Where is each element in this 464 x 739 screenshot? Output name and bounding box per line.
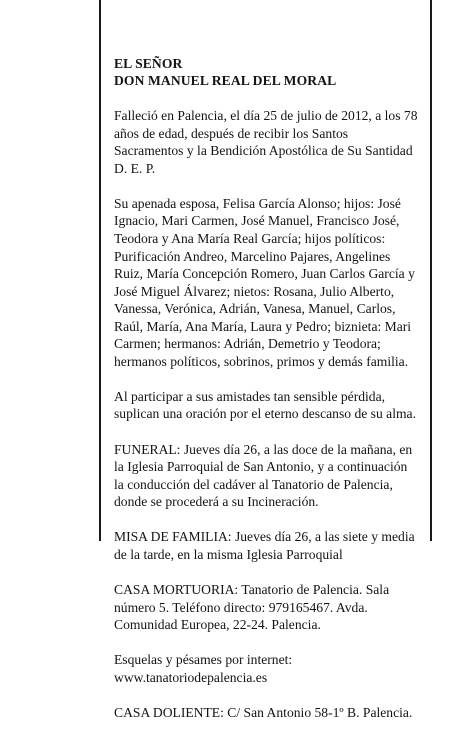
notice-text-block <box>114 37 430 739</box>
deceased-title: EL SEÑOR <box>114 55 183 71</box>
condolences-paragraph: Esquelas y pésames por internet: www.tanatoriodepalencia.es <box>114 652 293 685</box>
right-border-rule <box>430 0 432 541</box>
family-paragraph: Su apenada esposa, Felisa García Alonso; hijos: José Ignacio, Mari Carmen, José Manuel, Francisco José, Teodora y Ana María Real García; hijos políticos: Purificación Andreo, Marcelino Pajares, Angelines Ruiz, María Concepción Romero, Juan Carlos García y José Miguel Álvarez; nietos: Rosana, Julio Alberto, Vanessa, Verónica, Adrián, Vanesa, Manuel, Carlos, Raúl, María, Ana María, Laura y Pedro; biznieta: Mari Carmen; hermanos: Adrián, Demetrio y Teodora; hermanos políticos, sobrinos, primos y demás familia. <box>114 195 415 369</box>
mortuary-paragraph: CASA MORTUORIA: Tanatorio de Palencia. Sala número 5. Teléfono directo: 979165467. Avda. Comunidad Europea, 22-24. Palencia. <box>114 581 390 633</box>
left-border-rule <box>99 0 101 541</box>
deceased-full-name: DON MANUEL REAL DEL MORAL <box>114 73 337 89</box>
mourning-house-paragraph: CASA DOLIENTE: C/ San Antonio 58-1º B. Palencia. <box>114 704 413 720</box>
prayer-request-paragraph: Al participar a sus amistades tan sensible pérdida, suplican una oración por el eterno descanso de su alma. <box>114 388 416 422</box>
deceased-name <box>114 55 430 90</box>
funeral-paragraph: FUNERAL: Jueves día 26, a las doce de la mañana, en la Iglesia Parroquial de San Antonio, y a continuación la conducción del cadáver al Tanatorio de Palencia, donde se procederá a su Incineración. <box>114 441 413 510</box>
death-notice-paragraph: Falleció en Palencia, el día 25 de julio de 2012, a los 78 años de edad, después de recibir los Santos Sacramentos y la Bendición Apostólica de Su Santidad D. E. P. <box>114 108 418 176</box>
family-mass-paragraph: MISA DE FAMILIA: Jueves día 26, a las siete y media de la tarde, en la misma Iglesia Parroquial <box>114 529 415 562</box>
